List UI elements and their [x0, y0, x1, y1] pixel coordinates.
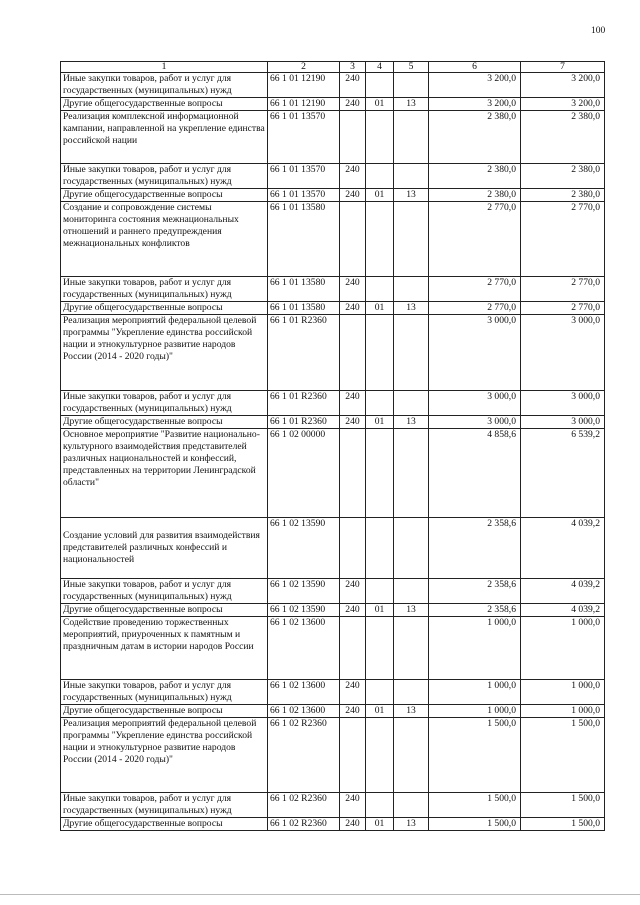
row-col-4	[366, 111, 394, 164]
table-row	[61, 579, 605, 604]
table-row	[61, 680, 605, 705]
row-value-7: 2 770,0	[521, 202, 605, 277]
row-value-6: 4 858,6	[429, 429, 521, 518]
row-col-4: 01	[366, 302, 394, 315]
row-name: Иные закупки товаров, работ и услуг для государственных (муниципальных) нужд	[61, 164, 268, 189]
row-code: 66 1 01 12190	[268, 73, 340, 98]
row-col-4	[366, 315, 394, 391]
row-col-3: 240	[340, 189, 366, 202]
row-value-6: 1 000,0	[429, 705, 521, 718]
row-value-7: 1 500,0	[521, 793, 605, 818]
row-col-4	[366, 277, 394, 302]
row-name: Другие общегосударственные вопросы	[61, 416, 268, 429]
table-row	[61, 818, 605, 831]
row-code: 66 1 02 R2360	[268, 818, 340, 831]
table-row	[61, 302, 605, 315]
row-value-7: 3 200,0	[521, 73, 605, 98]
row-col-3: 240	[340, 793, 366, 818]
table-row	[61, 429, 605, 518]
row-name: Создание условий для развития взаимодействия представителей различных конфессий и национальностей	[61, 518, 268, 579]
row-code: 66 1 01 13570	[268, 164, 340, 189]
row-col-4	[366, 391, 394, 416]
row-col-3	[340, 617, 366, 680]
row-value-6: 1 000,0	[429, 680, 521, 705]
table-header-row	[61, 62, 605, 73]
row-col-5	[394, 518, 429, 579]
row-code: 66 1 01 13570	[268, 189, 340, 202]
header-col-4: 4	[366, 62, 394, 73]
row-col-4	[366, 518, 394, 579]
row-name: Реализация комплексной информационной кампании, направленной на укрепление единства российской нации	[61, 111, 268, 164]
row-col-4: 01	[366, 98, 394, 111]
table-row	[61, 315, 605, 391]
row-col-4	[366, 579, 394, 604]
table-row	[61, 617, 605, 680]
table-row	[61, 277, 605, 302]
row-value-6: 2 380,0	[429, 164, 521, 189]
row-col-3: 240	[340, 73, 366, 98]
table-row	[61, 518, 605, 579]
row-value-6: 3 000,0	[429, 391, 521, 416]
header-col-2: 2	[268, 62, 340, 73]
header-col-3: 3	[340, 62, 366, 73]
row-value-6: 1 500,0	[429, 793, 521, 818]
row-value-6: 3 200,0	[429, 98, 521, 111]
row-col-3: 240	[340, 818, 366, 831]
row-value-6: 3 000,0	[429, 315, 521, 391]
row-value-7: 2 380,0	[521, 164, 605, 189]
table-row	[61, 604, 605, 617]
row-value-6: 2 770,0	[429, 202, 521, 277]
row-code: 66 1 02 13590	[268, 518, 340, 579]
row-value-7: 3 000,0	[521, 416, 605, 429]
row-col-5	[394, 164, 429, 189]
row-name: Создание и сопровождение системы мониторинга состояния межнациональных отношений и раннего предупреждения межнациональных конфликтов	[61, 202, 268, 277]
table-row	[61, 416, 605, 429]
header-col-1: 1	[61, 62, 268, 73]
row-col-4	[366, 429, 394, 518]
row-code: 66 1 02 13590	[268, 579, 340, 604]
row-col-3	[340, 718, 366, 793]
row-code: 66 1 01 13580	[268, 302, 340, 315]
row-col-3: 240	[340, 98, 366, 111]
row-col-3	[340, 315, 366, 391]
row-name: Другие общегосударственные вопросы	[61, 189, 268, 202]
row-col-4: 01	[366, 416, 394, 429]
row-code: 66 1 02 13600	[268, 705, 340, 718]
row-col-5	[394, 315, 429, 391]
table-row	[61, 189, 605, 202]
row-col-5	[394, 793, 429, 818]
row-value-6: 1 500,0	[429, 818, 521, 831]
row-code: 66 1 02 13590	[268, 604, 340, 617]
row-col-5	[394, 111, 429, 164]
row-value-6: 1 000,0	[429, 617, 521, 680]
row-col-3: 240	[340, 302, 366, 315]
row-name: Содействие проведению торжественных мероприятий, приуроченных к памятным и праздничным датам в истории народов России	[61, 617, 268, 680]
row-code: 66 1 01 R2360	[268, 315, 340, 391]
row-code: 66 1 02 13600	[268, 680, 340, 705]
row-name: Иные закупки товаров, работ и услуг для государственных (муниципальных) нужд	[61, 680, 268, 705]
row-name: Основное мероприятие "Развитие национально-культурного взаимодействия представителей различных национальностей и конфессий, представленных на территории Ленинградской области"	[61, 429, 268, 518]
row-value-7: 4 039,2	[521, 518, 605, 579]
row-value-6: 2 380,0	[429, 189, 521, 202]
row-col-3: 240	[340, 391, 366, 416]
header-col-7: 7	[521, 62, 605, 73]
row-col-5: 13	[394, 604, 429, 617]
row-name: Иные закупки товаров, работ и услуг для государственных (муниципальных) нужд	[61, 277, 268, 302]
row-col-4	[366, 718, 394, 793]
row-name: Другие общегосударственные вопросы	[61, 98, 268, 111]
row-code: 66 1 01 13580	[268, 277, 340, 302]
row-col-3	[340, 202, 366, 277]
row-col-5: 13	[394, 416, 429, 429]
row-value-7: 3 200,0	[521, 98, 605, 111]
row-col-3: 240	[340, 705, 366, 718]
row-col-3: 240	[340, 416, 366, 429]
row-col-5: 13	[394, 818, 429, 831]
table-row	[61, 98, 605, 111]
row-col-5: 13	[394, 705, 429, 718]
row-value-6: 3 200,0	[429, 73, 521, 98]
row-col-5	[394, 73, 429, 98]
header-col-6: 6	[429, 62, 521, 73]
row-value-7: 2 770,0	[521, 302, 605, 315]
row-name: Реализация мероприятий федеральной целевой программы "Укрепление единства российской нации и этнокультурное развитие народов России (2014 - 2020 годы)"	[61, 315, 268, 391]
row-col-5	[394, 579, 429, 604]
scan-bottom-edge	[0, 894, 640, 895]
row-col-5	[394, 718, 429, 793]
row-col-3: 240	[340, 579, 366, 604]
row-col-5: 13	[394, 98, 429, 111]
row-value-7: 1 000,0	[521, 705, 605, 718]
row-col-5	[394, 429, 429, 518]
row-value-6: 2 770,0	[429, 302, 521, 315]
row-col-4	[366, 164, 394, 189]
row-value-7: 2 380,0	[521, 111, 605, 164]
row-col-5: 13	[394, 189, 429, 202]
row-value-6: 3 000,0	[429, 416, 521, 429]
row-value-7: 3 000,0	[521, 391, 605, 416]
row-value-7: 2 770,0	[521, 277, 605, 302]
row-value-7: 1 000,0	[521, 617, 605, 680]
row-name: Другие общегосударственные вопросы	[61, 604, 268, 617]
row-name: Иные закупки товаров, работ и услуг для государственных (муниципальных) нужд	[61, 73, 268, 98]
row-name: Иные закупки товаров, работ и услуг для государственных (муниципальных) нужд	[61, 579, 268, 604]
table-row	[61, 705, 605, 718]
row-code: 66 1 01 13570	[268, 111, 340, 164]
row-code: 66 1 01 12190	[268, 98, 340, 111]
row-code: 66 1 01 13580	[268, 202, 340, 277]
table-row	[61, 111, 605, 164]
row-value-6: 2 358,6	[429, 518, 521, 579]
row-col-3	[340, 429, 366, 518]
budget-table	[60, 61, 605, 831]
page-number: 100	[591, 26, 606, 36]
row-value-7: 2 380,0	[521, 189, 605, 202]
row-col-3	[340, 111, 366, 164]
row-col-4	[366, 617, 394, 680]
table-row	[61, 202, 605, 277]
header-col-5: 5	[394, 62, 429, 73]
row-value-7: 4 039,2	[521, 604, 605, 617]
row-name: Реализация мероприятий федеральной целевой программы "Укрепление единства российской нации и этнокультурное развитие народов России (2014 - 2020 годы)"	[61, 718, 268, 793]
row-name: Иные закупки товаров, работ и услуг для государственных (муниципальных) нужд	[61, 391, 268, 416]
table-row	[61, 73, 605, 98]
row-col-3: 240	[340, 277, 366, 302]
row-code: 66 1 02 R2360	[268, 793, 340, 818]
table-row	[61, 718, 605, 793]
row-col-5	[394, 680, 429, 705]
row-value-6: 1 500,0	[429, 718, 521, 793]
row-value-7: 3 000,0	[521, 315, 605, 391]
row-value-6: 2 358,6	[429, 604, 521, 617]
row-col-5	[394, 391, 429, 416]
row-value-7: 6 539,2	[521, 429, 605, 518]
table-row	[61, 164, 605, 189]
row-col-4	[366, 680, 394, 705]
row-col-4: 01	[366, 189, 394, 202]
row-name: Другие общегосударственные вопросы	[61, 302, 268, 315]
row-name: Другие общегосударственные вопросы	[61, 705, 268, 718]
row-col-3: 240	[340, 604, 366, 617]
row-col-4: 01	[366, 604, 394, 617]
row-col-4: 01	[366, 818, 394, 831]
row-value-7: 4 039,2	[521, 579, 605, 604]
row-code: 66 1 01 R2360	[268, 416, 340, 429]
row-code: 66 1 02 00000	[268, 429, 340, 518]
row-col-5: 13	[394, 302, 429, 315]
row-col-5	[394, 277, 429, 302]
table-row	[61, 793, 605, 818]
row-col-5	[394, 202, 429, 277]
table-row	[61, 391, 605, 416]
row-code: 66 1 01 R2360	[268, 391, 340, 416]
row-name: Иные закупки товаров, работ и услуг для государственных (муниципальных) нужд	[61, 793, 268, 818]
row-col-5	[394, 617, 429, 680]
row-col-3: 240	[340, 680, 366, 705]
row-code: 66 1 02 13600	[268, 617, 340, 680]
row-col-4	[366, 793, 394, 818]
row-code: 66 1 02 R2360	[268, 718, 340, 793]
row-value-7: 1 500,0	[521, 818, 605, 831]
row-value-7: 1 000,0	[521, 680, 605, 705]
row-col-4	[366, 202, 394, 277]
row-col-3: 240	[340, 164, 366, 189]
row-value-6: 2 380,0	[429, 111, 521, 164]
row-col-4	[366, 73, 394, 98]
row-value-6: 2 770,0	[429, 277, 521, 302]
row-col-3	[340, 518, 366, 579]
row-value-7: 1 500,0	[521, 718, 605, 793]
row-name: Другие общегосударственные вопросы	[61, 818, 268, 831]
row-col-4: 01	[366, 705, 394, 718]
row-value-6: 2 358,6	[429, 579, 521, 604]
